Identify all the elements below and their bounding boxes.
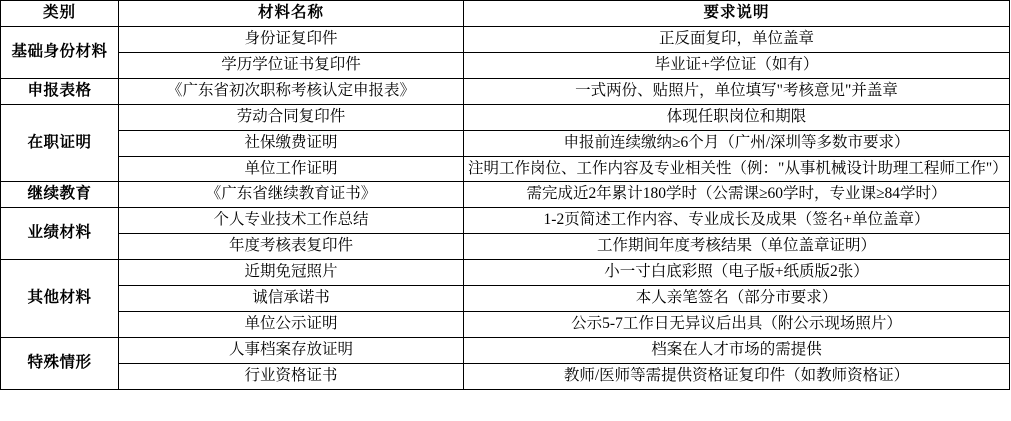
- table-row: [1, 286, 1010, 312]
- column-header: 材料名称: [119, 1, 464, 27]
- table-header-row: [1, 1, 1010, 27]
- category-cell: 在职证明: [1, 104, 119, 182]
- material-name-cell: 行业资格证书: [119, 363, 464, 389]
- material-name-cell: 年度考核表复印件: [119, 234, 464, 260]
- table-row: [1, 337, 1010, 363]
- requirement-desc-cell: 注明工作岗位、工作内容及专业相关性（例："从事机械设计助理工程师工作"）: [464, 156, 1010, 182]
- table-row: [1, 26, 1010, 52]
- table-row: [1, 208, 1010, 234]
- table-row: [1, 104, 1010, 130]
- requirement-desc-cell: 小一寸白底彩照（电子版+纸质版2张）: [464, 260, 1010, 286]
- table-row: [1, 130, 1010, 156]
- requirement-desc-cell: 档案在人才市场的需提供: [464, 337, 1010, 363]
- table-row: [1, 260, 1010, 286]
- requirement-desc-cell: 公示5-7工作日无异议后出具（附公示现场照片）: [464, 312, 1010, 338]
- column-header: 要求说明: [464, 1, 1010, 27]
- material-name-cell: 个人专业技术工作总结: [119, 208, 464, 234]
- requirement-desc-cell: 工作期间年度考核结果（单位盖章证明）: [464, 234, 1010, 260]
- table-row: [1, 363, 1010, 389]
- column-header: 类别: [1, 1, 119, 27]
- table-row: [1, 182, 1010, 208]
- table-body: [1, 1, 1010, 390]
- material-name-cell: 单位公示证明: [119, 312, 464, 338]
- requirement-desc-cell: 体现任职岗位和期限: [464, 104, 1010, 130]
- table-row: [1, 52, 1010, 78]
- material-name-cell: 近期免冠照片: [119, 260, 464, 286]
- table-row: [1, 78, 1010, 104]
- requirement-desc-cell: 一式两份、贴照片，单位填写"考核意见"并盖章: [464, 78, 1010, 104]
- material-name-cell: 身份证复印件: [119, 26, 464, 52]
- material-name-cell: 人事档案存放证明: [119, 337, 464, 363]
- category-cell: 其他材料: [1, 260, 119, 338]
- material-name-cell: 单位工作证明: [119, 156, 464, 182]
- table-row: [1, 156, 1010, 182]
- material-name-cell: 学历学位证书复印件: [119, 52, 464, 78]
- requirement-desc-cell: 毕业证+学位证（如有）: [464, 52, 1010, 78]
- material-name-cell: 劳动合同复印件: [119, 104, 464, 130]
- material-name-cell: 《广东省初次职称考核认定申报表》: [119, 78, 464, 104]
- category-cell: 申报表格: [1, 78, 119, 104]
- requirement-desc-cell: 1-2页简述工作内容、专业成长及成果（签名+单位盖章）: [464, 208, 1010, 234]
- category-cell: 继续教育: [1, 182, 119, 208]
- material-name-cell: 《广东省继续教育证书》: [119, 182, 464, 208]
- requirement-desc-cell: 正反面复印，单位盖章: [464, 26, 1010, 52]
- requirement-desc-cell: 申报前连续缴纳≥6个月（广州/深圳等多数市要求）: [464, 130, 1010, 156]
- material-name-cell: 社保缴费证明: [119, 130, 464, 156]
- category-cell: 业绩材料: [1, 208, 119, 260]
- requirement-desc-cell: 教师/医师等需提供资格证复印件（如教师资格证）: [464, 363, 1010, 389]
- table-row: [1, 234, 1010, 260]
- category-cell: 特殊情形: [1, 337, 119, 389]
- table-row: [1, 312, 1010, 338]
- category-cell: 基础身份材料: [1, 26, 119, 78]
- requirement-desc-cell: 本人亲笔签名（部分市要求）: [464, 286, 1010, 312]
- requirement-desc-cell: 需完成近2年累计180学时（公需课≥60学时，专业课≥84学时）: [464, 182, 1010, 208]
- material-name-cell: 诚信承诺书: [119, 286, 464, 312]
